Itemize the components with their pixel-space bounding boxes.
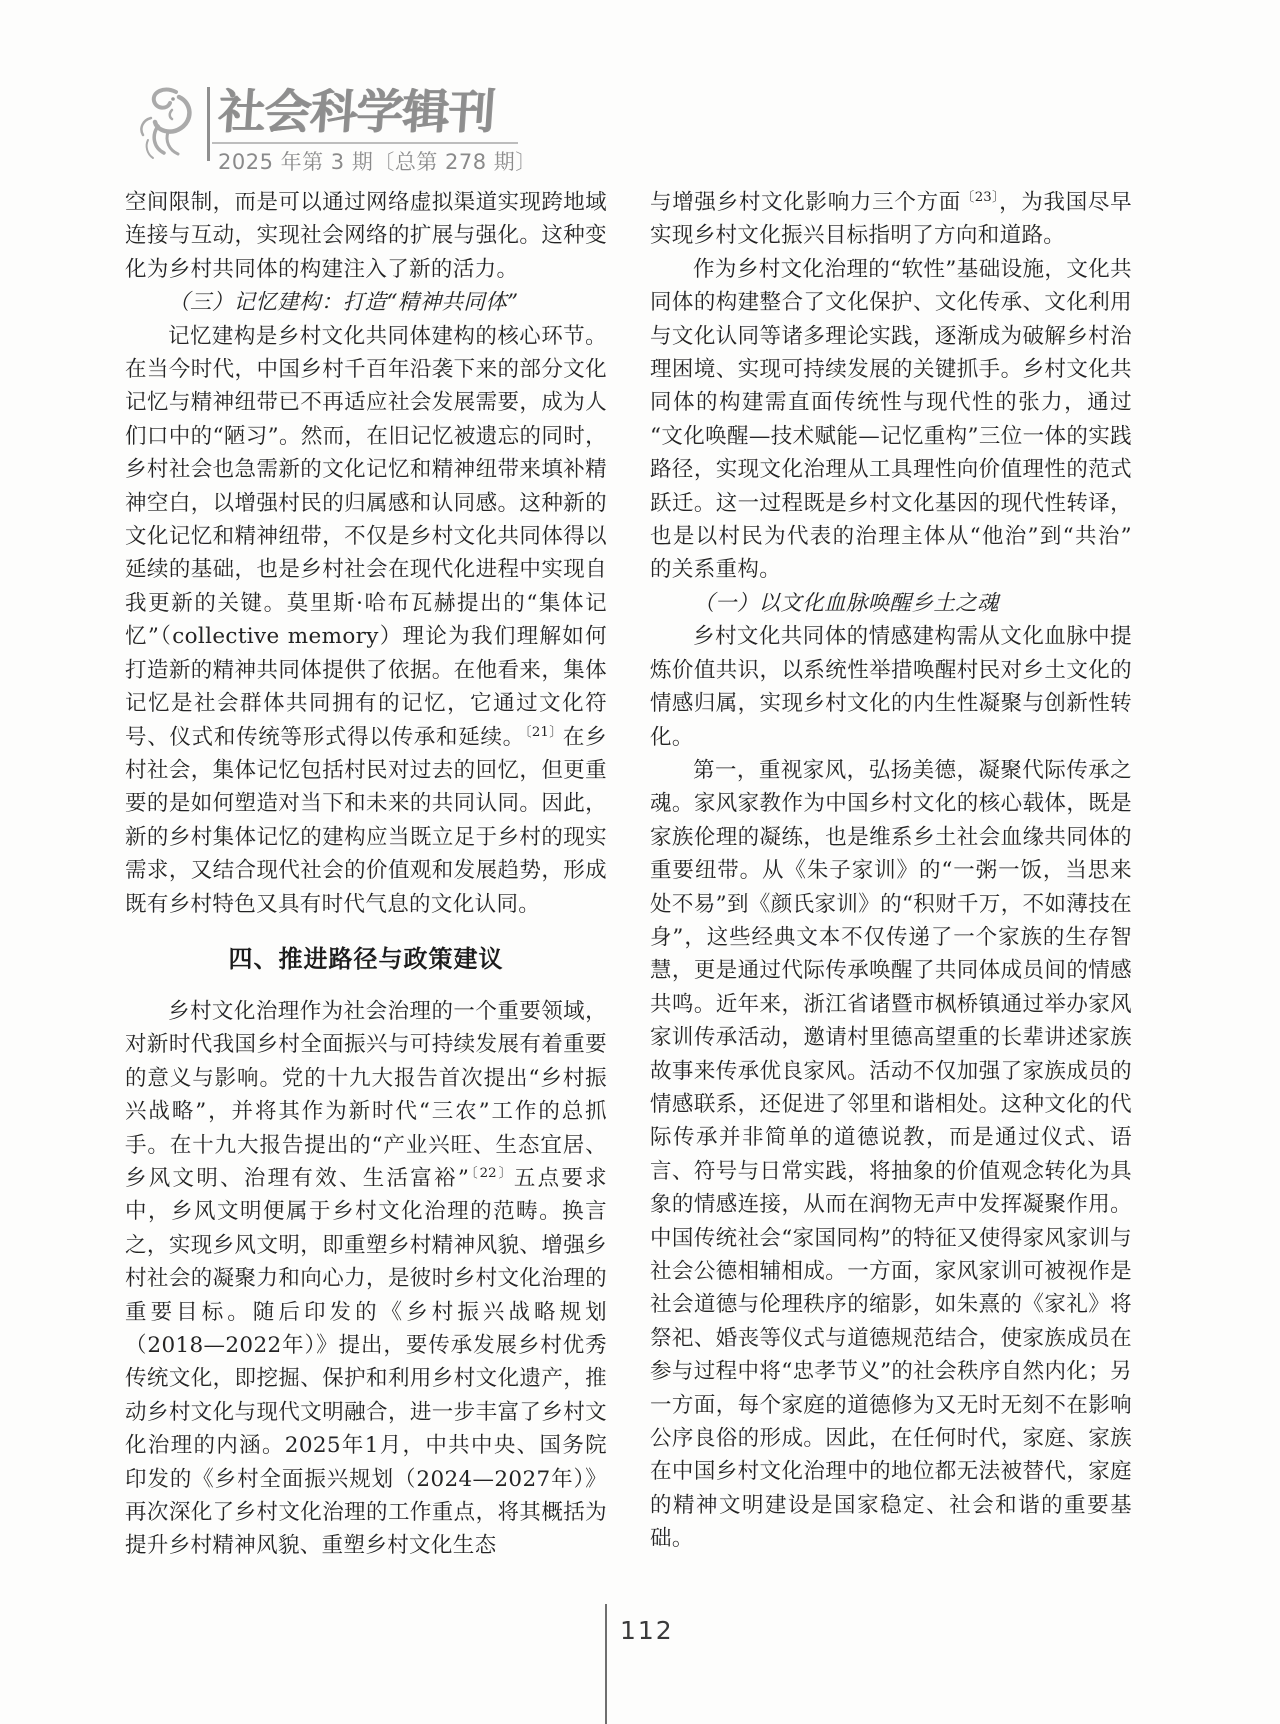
masthead-divider-line [207, 87, 210, 161]
text-segment: ，为我国尽早实现乡村文化振兴目标指明了方向和道路。 [650, 190, 1132, 249]
text-segment: 五点要求中，乡风文明便属于乡村文化治理的范畴。换言之，实现乡风文明，即重塑乡村精神风貌、增强乡村社会的凝聚力和向心力，是彼时乡村文化治理的重要目标。随后印发的《乡村振兴战略规划（2018—2022年）》提出，要传承发展乡村优秀传统文化，即挖掘、保护和利用乡村文化遗产，推动乡村文化与现代文明融合，进一步丰富了乡村文化治理的内涵。2025年1月，中共中央、国务院印发的《乡村全面振兴规划（2024—2027年）》再次深化了乡村文化治理的工作重点，将其概括为提升乡村精神风貌、重塑乡村文化生态 [125, 1165, 607, 1559]
citation-ref-21: 〔21〕 [524, 724, 563, 740]
section-heading-four: 四、推进路径与政策建议 [228, 944, 504, 973]
paragraph-top-continuation [650, 186, 1132, 253]
subheading-memory-construction: （三）记忆建构：打造“精神共同体” [168, 290, 519, 316]
citation-ref-22: 〔22〕 [469, 1165, 514, 1181]
paragraph-continuation: 空间限制，而是可以通过网络虚拟渠道实现跨地域连接与互动，实现社会网络的扩展与强化。这种变化为乡村共同体的构建注入了新的活力。 [125, 190, 607, 282]
text-segment: 乡村文化治理作为社会治理的一个重要领域，对新时代我国乡村全面振兴与可持续发展有着重要的意义与影响。党的十九大报告首次提出“乡村振兴战略”，并将其作为新时代“三农”工作的总抓手。在十九大报告提出的“产业兴旺、生态宜居、乡风文明、治理有效、生活富裕” [125, 998, 607, 1191]
issue-info: 2025 年第 3 期〔总第 278 期〕 [218, 150, 537, 174]
paragraph-rural-policy [125, 995, 607, 1563]
paragraph-collective-memory [125, 320, 607, 921]
page-number: 112 [620, 1616, 674, 1645]
phoenix-logo-icon [136, 84, 198, 162]
citation-ref-23: 〔23〕 [961, 189, 1000, 205]
paragraph-soft-infrastructure: 作为乡村文化治理的“软性”基础设施，文化共同体的构建整合了文化保护、文化传承、文化利用与文化认同等诸多理论实践，逐渐成为破解乡村治理困境、实现可持续发展的关键抓手。乡村文化共同体的构建需直面传统性与现代性的张力，通过“文化唤醒—技术赋能—记忆重构”三位一体的实践路径，实现文化治理从工具理性向价值理性的范式跃迁。这一过程既是乡村文化基因的现代性转译，也是以村民为代表的治理主体从“他治”到“共治”的关系重构。 [650, 256, 1132, 583]
text-segment: 与增强乡村文化影响力三个方面 [650, 190, 962, 215]
paragraph-emotional-construction: 乡村文化共同体的情感建构需从文化血脉中提炼价值共识，以系统性举措唤醒村民对乡土文化的情感归属，实现乡村文化的内生性凝聚与创新性转化。 [650, 624, 1132, 750]
journal-masthead [0, 0, 620, 180]
left-column [125, 186, 607, 1563]
paragraph-family-tradition: 第一，重视家风，弘扬美德，凝聚代际传承之魂。家风家教作为中国乡村文化的核心载体，既是家族伦理的凝练，也是维系乡土社会血缘共同体的重要纽带。从《朱子家训》的“一粥一饭，当思来处不易”到《颜氏家训》的“积财千万，不如薄技在身”，这些经典文本不仅传递了一个家族的生存智慧，更是通过代际传承唤醒了共同体成员间的情感共鸣。近年来，浙江省诸暨市枫桥镇通过举办家风家训传承活动，邀请村里德高望重的长辈讲述家族故事来传承优良家风。活动不仅加强了家族成员的情感联系，还促进了邻里和谐相处。这种文化的代际传承并非简单的道德说教，而是通过仪式、语言、符号与日常实践，将抽象的价值观念转化为具象的情感连接，从而在润物无声中发挥凝聚作用。中国传统社会“家国同构”的特征又使得家风家训与社会公德相辅相成。一方面，家风家训可被视作是社会道德与伦理秩序的缩影，如朱熹的《家礼》将祭祀、婚丧等仪式与道德规范结合，使家族成员在参与过程中将“忠孝节义”的社会秩序自然内化；另一方面，每个家庭的道德修为又无时无刻不在影响公序良俗的形成。因此，在任何时代，家庭、家族在中国乡村文化治理中的地位都无法被替代，家庭的精神文明建设是国家稳定、社会和谐的重要基础。 [650, 757, 1132, 1552]
journal-title: 社会科学辑刊 [216, 85, 496, 140]
text-segment: 在乡村社会，集体记忆包括村民对过去的回忆，但更重要的是如何塑造对当下和未来的共同认同。因此，新的乡村集体记忆的建构应当既立足于乡村的现实需求，又结合现代社会的价值观和发展趋势，形成既有乡村特色又具有时代气息的文化认同。 [125, 724, 607, 917]
right-column [650, 186, 1132, 1556]
footer-vertical-line [605, 1604, 607, 1724]
text-segment: 记忆建构是乡村文化共同体建构的核心环节。在当今时代，中国乡村千百年沿袭下来的部分文化记忆与精神纽带已不再适应社会发展需要，成为人们口中的“陋习”。然而，在旧记忆被遗忘的同时，乡村社会也急需新的文化记忆和精神纽带来填补精神空白，以增强村民的归属感和认同感。这种新的文化记忆和精神纽带，不仅是乡村文化共同体得以延续的基础，也是乡村社会在现代化进程中实现自我更新的关键。莫里斯·哈布瓦赫提出的“集体记忆”（collective memory）理论为我们理解如何打造新的精神共同体提供了依据。在他看来，集体记忆是社会群体共同拥有的记忆，它通过文化符号、仪式和传统等形式得以传承和延续。 [125, 323, 607, 750]
masthead-horizontal-rule [212, 142, 518, 144]
phoenix-eye-dot [171, 97, 175, 101]
subheading-cultural-bloodline: （一）以文化血脉唤醒乡土之魂 [693, 590, 999, 616]
